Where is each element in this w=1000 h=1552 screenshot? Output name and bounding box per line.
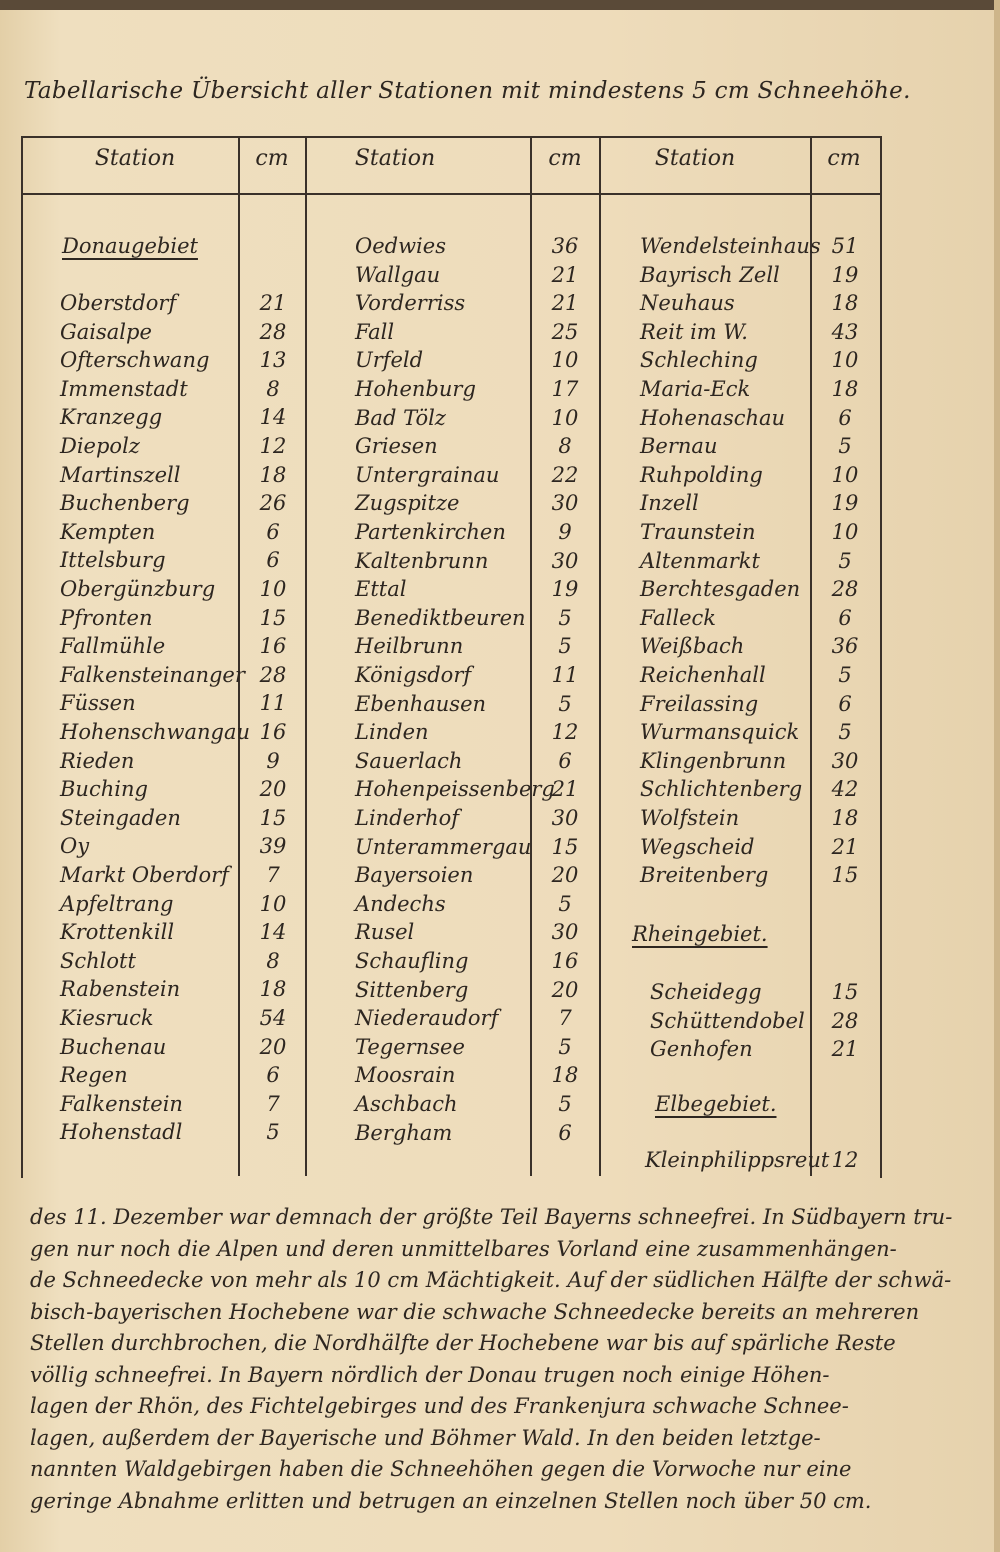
station-name: Markt Oberdorf bbox=[60, 863, 229, 887]
station-name: Fallmühle bbox=[60, 634, 166, 659]
station-name: Klingenbrunn bbox=[640, 748, 787, 773]
station-name: Linden bbox=[355, 720, 429, 745]
station-name: Regen bbox=[60, 1063, 128, 1088]
station-name: Maria-Eck bbox=[640, 377, 751, 401]
station-cm: 6 bbox=[558, 1120, 572, 1145]
station-name: Sittenberg bbox=[355, 977, 469, 1002]
station-name: Schlichtenberg bbox=[640, 777, 803, 802]
station-cm: 19 bbox=[831, 262, 859, 287]
station-name: Unterammergau bbox=[355, 834, 532, 859]
paragraph-line: Stellen durchbrochen, die Nordhälfte der Hochebene war bis auf spärliche Reste bbox=[30, 1331, 896, 1355]
station-cm: 19 bbox=[831, 491, 859, 516]
station-name: Schüttendobel bbox=[650, 1008, 805, 1033]
station-cm: 17 bbox=[551, 377, 579, 401]
paragraph-line: gen nur noch die Alpen und deren unmittelbares Vorland eine zusammenhängen- bbox=[30, 1236, 897, 1261]
paragraph-line: geringe Abnahme erlitten und betrugen an einzelnen Stellen noch über 50 cm. bbox=[30, 1488, 872, 1513]
station-name: Rusel bbox=[355, 920, 415, 945]
column-divider bbox=[305, 136, 307, 1176]
paragraph-line: nannten Waldgebirgen haben die Schneehöhen gegen die Vorwoche nur eine bbox=[30, 1457, 852, 1481]
station-name: Buchenberg bbox=[60, 491, 190, 516]
station-name: Krottenkill bbox=[60, 920, 175, 945]
station-name: Bergham bbox=[355, 1120, 453, 1145]
station-cm: 5 bbox=[266, 1120, 280, 1145]
column-divider bbox=[530, 136, 532, 1176]
station-cm: 30 bbox=[551, 491, 579, 516]
station-cm: 10 bbox=[551, 348, 579, 373]
station-name: Martinszell bbox=[60, 462, 181, 487]
station-cm: 9 bbox=[558, 520, 572, 544]
station-cm: 18 bbox=[831, 377, 859, 401]
station-cm: 36 bbox=[551, 234, 579, 258]
station-cm: 15 bbox=[551, 834, 579, 859]
station-cm: 6 bbox=[266, 519, 280, 544]
page-right-edge bbox=[994, 0, 1000, 1552]
station-name: Moosrain bbox=[355, 1063, 456, 1088]
station-cm: 16 bbox=[259, 720, 287, 744]
station-cm: 9 bbox=[266, 748, 280, 773]
paragraph-line: de Schneedecke von mehr als 10 cm Mächtigkeit. Auf der südlichen Hälfte der schwä- bbox=[30, 1268, 952, 1292]
station-cm: 39 bbox=[259, 834, 287, 859]
station-cm: 16 bbox=[259, 634, 287, 659]
station-cm: 21 bbox=[831, 1037, 859, 1062]
station-cm: 28 bbox=[831, 577, 859, 602]
station-name: Oy bbox=[60, 834, 90, 859]
station-name: Wendelsteinhaus bbox=[640, 234, 821, 258]
header-station-1: Station bbox=[94, 146, 176, 171]
station-cm: 25 bbox=[551, 319, 579, 344]
station-name: Falleck bbox=[640, 605, 717, 630]
station-name: Neuhaus bbox=[640, 291, 735, 316]
station-cm: 7 bbox=[266, 1091, 280, 1116]
station-cm: 28 bbox=[831, 1008, 859, 1033]
header-cm-3: cm bbox=[827, 146, 861, 171]
station-cm: 6 bbox=[266, 548, 280, 573]
station-cm: 21 bbox=[551, 291, 579, 316]
station-cm: 28 bbox=[259, 319, 287, 344]
section-heading-rheingebiet: Rheingebiet. bbox=[632, 922, 768, 946]
station-cm: 12 bbox=[551, 720, 579, 745]
station-name: Niederaudorf bbox=[355, 1006, 499, 1031]
station-name: Schaufling bbox=[355, 949, 469, 973]
station-cm: 12 bbox=[831, 1148, 859, 1172]
station-cm: 10 bbox=[831, 520, 859, 544]
station-name: Berchtesgaden bbox=[640, 577, 801, 602]
station-name: Ofterschwang bbox=[60, 348, 210, 373]
station-cm: 11 bbox=[551, 663, 579, 687]
station-cm: 18 bbox=[551, 1063, 579, 1088]
station-cm: 15 bbox=[259, 805, 287, 830]
station-name: Hohenaschau bbox=[640, 405, 786, 430]
section-heading-elbegebiet: Elbegebiet. bbox=[655, 1092, 777, 1116]
station-name: Wallgau bbox=[355, 262, 441, 287]
station-name: Gaisalpe bbox=[60, 319, 152, 344]
station-cm: 43 bbox=[831, 319, 859, 344]
station-name: Kleinphilippsreut bbox=[645, 1148, 830, 1172]
station-name: Immenstadt bbox=[60, 376, 188, 401]
station-cm: 5 bbox=[558, 634, 572, 659]
station-cm: 10 bbox=[831, 462, 859, 487]
station-cm: 22 bbox=[551, 462, 579, 487]
station-cm: 7 bbox=[266, 863, 280, 887]
station-name: Steingaden bbox=[60, 805, 181, 830]
station-name: Benediktbeuren bbox=[355, 605, 526, 630]
station-name: Wegscheid bbox=[640, 834, 755, 859]
station-name: Pfronten bbox=[60, 605, 153, 630]
station-name: Vorderriss bbox=[355, 291, 466, 316]
station-name: Rieden bbox=[60, 748, 135, 773]
station-cm: 30 bbox=[831, 748, 859, 773]
station-cm: 6 bbox=[266, 1063, 280, 1088]
station-name: Zugspitze bbox=[355, 491, 460, 516]
station-cm: 30 bbox=[551, 548, 579, 573]
station-cm: 20 bbox=[551, 863, 579, 888]
paragraph-line: des 11. Dezember war demnach der größte Teil Bayerns schneefrei. In Südbayern tru- bbox=[30, 1205, 953, 1229]
station-cm: 14 bbox=[259, 405, 287, 430]
station-name: Sauerlach bbox=[355, 748, 463, 773]
station-name: Breitenberg bbox=[640, 863, 769, 888]
station-name: Kiesruck bbox=[60, 1006, 154, 1030]
station-name: Wurmansquick bbox=[640, 720, 800, 745]
station-cm: 8 bbox=[266, 948, 280, 973]
column-divider bbox=[238, 136, 240, 1176]
station-name: Kempten bbox=[60, 519, 156, 544]
station-cm: 10 bbox=[259, 891, 287, 916]
paragraph-line: völlig schneefrei. In Bayern nördlich der Donau trugen noch einige Höhen- bbox=[30, 1362, 830, 1387]
station-cm: 14 bbox=[259, 920, 287, 945]
header-station-2: Station bbox=[354, 146, 436, 171]
station-cm: 26 bbox=[259, 491, 287, 516]
station-name: Schlott bbox=[60, 948, 136, 973]
station-cm: 8 bbox=[558, 434, 572, 459]
station-cm: 16 bbox=[551, 949, 579, 973]
station-name: Genhofen bbox=[650, 1037, 753, 1062]
column-divider bbox=[810, 136, 812, 1176]
station-name: Altenmarkt bbox=[640, 548, 760, 573]
station-cm: 8 bbox=[266, 376, 280, 401]
station-name: Reichenhall bbox=[640, 663, 766, 687]
station-name: Schleching bbox=[640, 348, 758, 373]
station-name: Ebenhausen bbox=[355, 691, 487, 716]
station-name: Kranzegg bbox=[60, 405, 163, 430]
station-name: Partenkirchen bbox=[355, 520, 506, 544]
station-name: Königsdorf bbox=[355, 663, 472, 687]
station-name: Diepolz bbox=[60, 434, 140, 458]
station-cm: 20 bbox=[259, 777, 287, 802]
station-cm: 12 bbox=[259, 434, 287, 458]
station-name: Buchenau bbox=[60, 1034, 167, 1059]
station-cm: 11 bbox=[259, 691, 287, 716]
station-cm: 6 bbox=[838, 605, 852, 630]
station-cm: 7 bbox=[558, 1006, 572, 1031]
station-cm: 20 bbox=[551, 977, 579, 1002]
station-cm: 42 bbox=[831, 777, 859, 802]
station-name: Linderhof bbox=[355, 806, 460, 830]
station-name: Bernau bbox=[640, 434, 718, 459]
station-name: Hohenschwangau bbox=[60, 720, 251, 744]
station-name: Freilassing bbox=[640, 691, 759, 716]
station-cm: 15 bbox=[259, 605, 287, 630]
station-cm: 28 bbox=[259, 662, 287, 687]
station-name: Füssen bbox=[60, 691, 136, 716]
station-name: Ettal bbox=[355, 577, 407, 602]
station-cm: 30 bbox=[551, 920, 579, 945]
station-name: Weißbach bbox=[640, 634, 745, 659]
station-name: Heilbrunn bbox=[355, 634, 464, 659]
station-name: Rabenstein bbox=[60, 977, 181, 1002]
station-cm: 18 bbox=[831, 806, 859, 830]
station-cm: 13 bbox=[259, 348, 287, 373]
station-name: Untergrainau bbox=[355, 462, 500, 487]
station-cm: 18 bbox=[259, 977, 287, 1002]
station-name: Falkenstein bbox=[60, 1091, 183, 1116]
station-name: Reit im W. bbox=[640, 319, 748, 344]
paragraph-line: lagen, außerdem der Bayerische und Böhmer Wald. In den beiden letztge- bbox=[30, 1425, 821, 1450]
station-cm: 21 bbox=[551, 777, 579, 802]
station-name: Oberstdorf bbox=[60, 291, 177, 315]
station-cm: 15 bbox=[831, 980, 859, 1004]
header-cm-1: cm bbox=[255, 146, 289, 171]
station-cm: 10 bbox=[831, 348, 859, 373]
station-name: Bayrisch Zell bbox=[640, 262, 780, 287]
station-cm: 36 bbox=[831, 634, 859, 659]
section-heading-donaugebiet: Donaugebiet bbox=[62, 234, 198, 258]
paragraph bbox=[30, 1202, 953, 1517]
station-cm: 5 bbox=[558, 691, 572, 716]
station-name: Andechs bbox=[355, 891, 446, 916]
station-cm: 19 bbox=[551, 577, 579, 602]
station-name: Hohenburg bbox=[355, 377, 476, 401]
station-cm: 5 bbox=[838, 434, 852, 459]
header-divider bbox=[21, 193, 882, 195]
station-cm: 18 bbox=[831, 291, 859, 316]
station-name: Obergünzburg bbox=[60, 577, 216, 601]
station-name: Wolfstein bbox=[640, 806, 740, 830]
station-name: Bayersoien bbox=[355, 863, 474, 888]
station-name: Aschbach bbox=[355, 1092, 458, 1116]
station-name: Inzell bbox=[640, 491, 699, 516]
station-name: Ittelsburg bbox=[60, 548, 166, 573]
station-cm: 6 bbox=[558, 748, 572, 773]
station-name: Scheidegg bbox=[650, 980, 762, 1004]
station-cm: 21 bbox=[551, 262, 579, 287]
station-cm: 10 bbox=[551, 405, 579, 430]
station-cm: 5 bbox=[558, 605, 572, 630]
column-divider bbox=[599, 136, 601, 1176]
station-name: Griesen bbox=[355, 434, 438, 459]
header-station-3: Station bbox=[654, 146, 736, 171]
station-cm: 18 bbox=[259, 462, 287, 487]
station-cm: 15 bbox=[831, 863, 859, 888]
station-cm: 20 bbox=[259, 1034, 287, 1059]
station-cm: 5 bbox=[558, 1092, 572, 1116]
station-name: Kaltenbrunn bbox=[355, 548, 489, 573]
station-cm: 21 bbox=[259, 291, 287, 315]
station-name: Falkensteinanger bbox=[60, 662, 245, 687]
station-cm: 5 bbox=[838, 548, 852, 573]
station-cm: 6 bbox=[838, 405, 852, 430]
station-name: Apfeltrang bbox=[60, 891, 174, 916]
station-name: Hohenstadl bbox=[60, 1120, 183, 1145]
station-cm: 5 bbox=[558, 1034, 572, 1059]
station-cm: 5 bbox=[558, 891, 572, 916]
station-cm: 6 bbox=[838, 691, 852, 716]
station-cm: 21 bbox=[831, 834, 859, 859]
station-cm: 30 bbox=[551, 806, 579, 830]
paragraph-line: lagen der Rhön, des Fichtelgebirges und des Frankenjura schwache Schnee- bbox=[30, 1394, 849, 1418]
station-cm: 5 bbox=[838, 720, 852, 745]
station-name: Fall bbox=[355, 319, 395, 344]
station-name: Oedwies bbox=[355, 234, 446, 258]
page-title: Tabellarische Übersicht aller Stationen mit mindestens 5 cm Schneehöhe. bbox=[24, 78, 911, 104]
paragraph-line: bisch-bayerischen Hochebene war die schwache Schneedecke bereits an mehreren bbox=[30, 1299, 920, 1324]
station-name: Traunstein bbox=[640, 520, 756, 544]
page-top-edge bbox=[0, 0, 1000, 10]
station-cm: 5 bbox=[838, 663, 852, 687]
station-name: Tegernsee bbox=[355, 1034, 465, 1059]
station-cm: 10 bbox=[259, 577, 287, 601]
station-cm: 54 bbox=[259, 1006, 287, 1030]
station-name: Hohenpeissenberg bbox=[355, 777, 555, 802]
station-name: Urfeld bbox=[355, 348, 424, 373]
station-name: Ruhpolding bbox=[640, 462, 763, 487]
header-cm-2: cm bbox=[548, 146, 582, 171]
station-name: Buching bbox=[60, 777, 148, 802]
station-cm: 51 bbox=[831, 234, 859, 258]
station-name: Bad Tölz bbox=[355, 405, 446, 430]
